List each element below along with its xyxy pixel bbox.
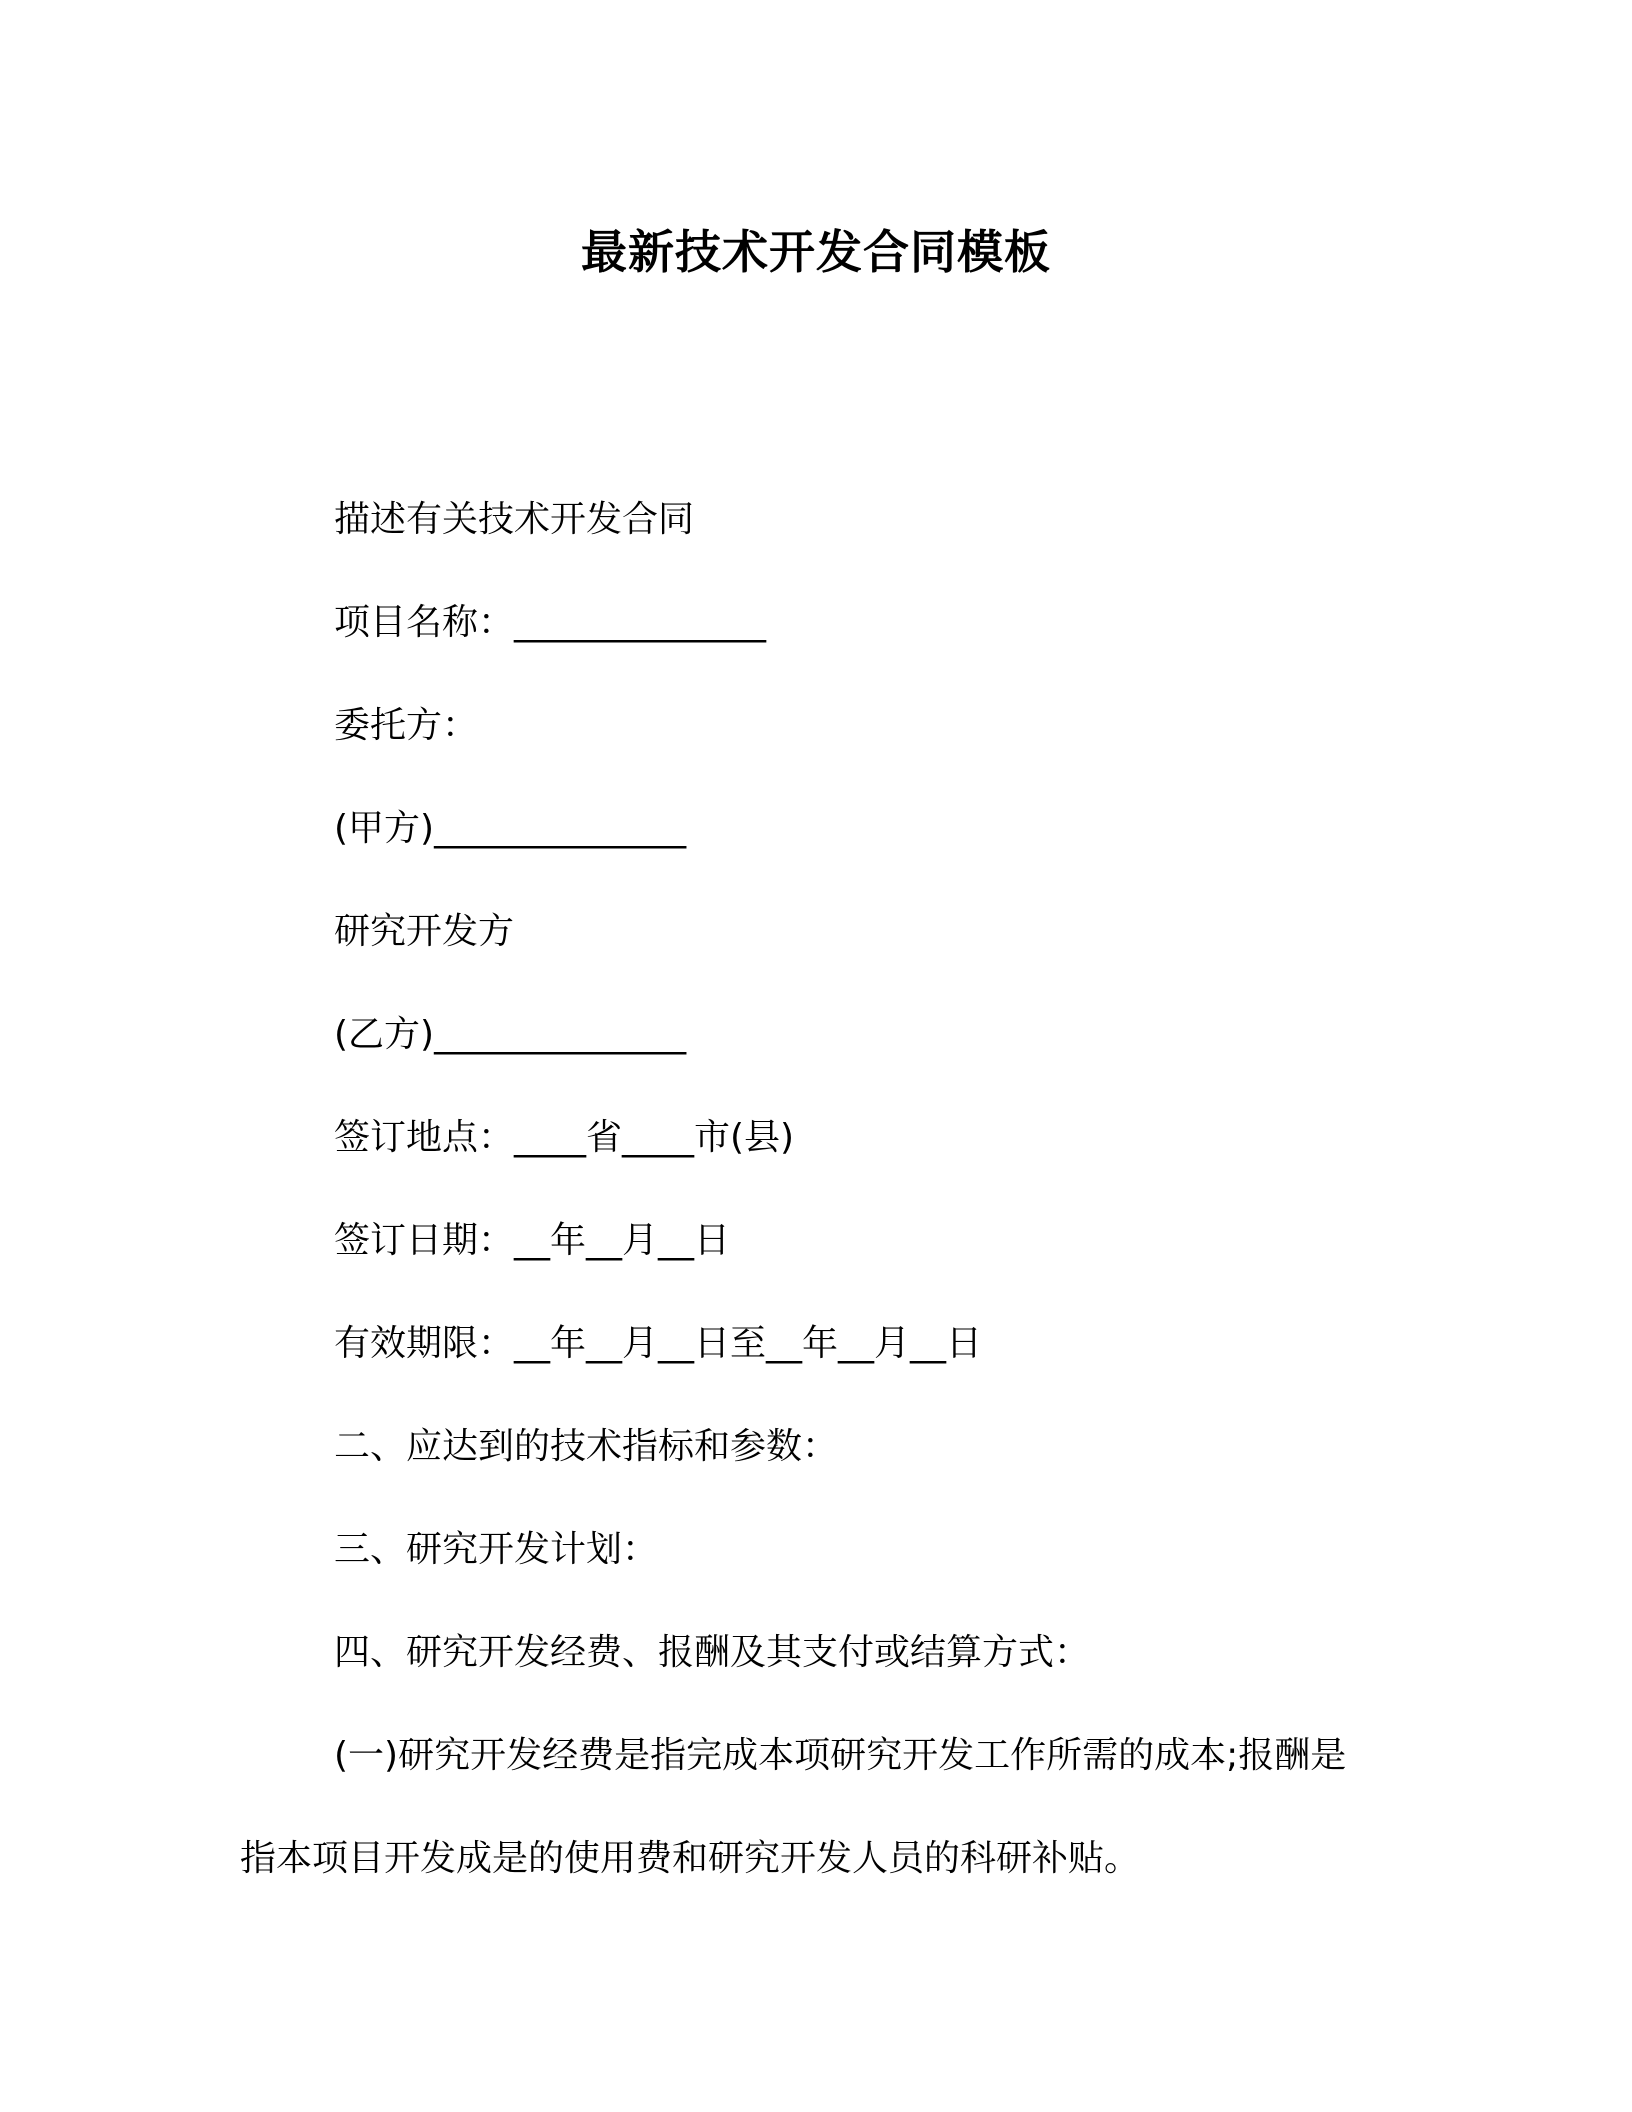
client-label-line: 委托方：: [334, 705, 479, 746]
section-4-heading: 四、研究开发经费、报酬及其支付或结算方式：: [334, 1632, 1091, 1673]
signing-place-line: 签订地点：____省____市(县): [334, 1117, 795, 1158]
intro-line: 描述有关技术开发合同: [334, 499, 695, 540]
validity-period-line: 有效期限：__年__月__日至__年__月__日: [334, 1323, 983, 1364]
section-4-paragraph: [240, 1731, 1390, 1884]
section-3-heading: 三、研究开发计划：: [334, 1529, 659, 1570]
paragraph-line-2: 指本项目开发成是的使用费和研究开发人员的科研补贴。: [240, 1838, 1141, 1879]
party-b-line: (乙方)______________: [334, 1014, 687, 1055]
developer-label-line: 研究开发方: [334, 911, 515, 952]
project-name-line: 项目名称：______________: [334, 602, 767, 643]
document-title: 最新技术开发合同模板: [581, 225, 1051, 279]
paragraph-line-1: (一)研究开发经费是指完成本项研究开发工作所需的成本;报酬是: [334, 1735, 1347, 1776]
signing-date-line: 签订日期：__年__月__日: [334, 1220, 731, 1261]
party-a-line: (甲方)______________: [334, 808, 687, 849]
section-2-heading: 二、应达到的技术指标和参数：: [334, 1426, 839, 1467]
